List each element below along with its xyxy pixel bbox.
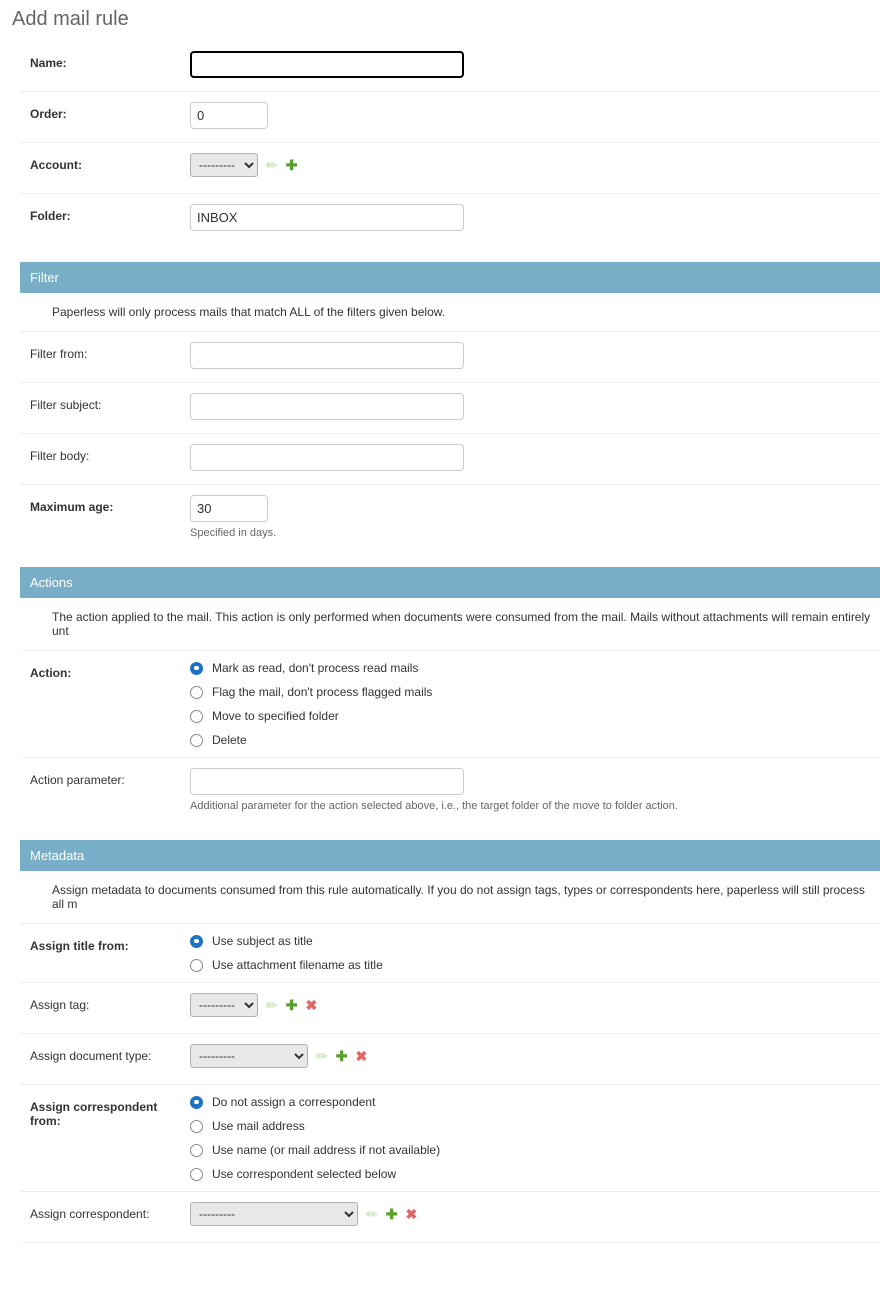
filter-section-description: Paperless will only process mails that match ALL of the filters given below. bbox=[20, 293, 880, 332]
action-option-mark-as-read[interactable] bbox=[190, 661, 880, 675]
edit-icon[interactable]: ✏ bbox=[366, 1206, 378, 1222]
assign-title-option-subject[interactable] bbox=[190, 934, 880, 948]
correspondent-option-none[interactable] bbox=[190, 1095, 880, 1109]
form-row-action-parameter bbox=[20, 758, 880, 822]
maximum-age-label: Maximum age: bbox=[30, 500, 114, 514]
filter-from-input[interactable] bbox=[190, 342, 464, 369]
assign-title-option-filename[interactable] bbox=[190, 958, 880, 972]
delete-icon[interactable]: ✖ bbox=[405, 1206, 418, 1222]
add-icon[interactable]: ✚ bbox=[285, 157, 298, 173]
radio-icon[interactable] bbox=[190, 959, 203, 972]
folder-field-wrap bbox=[188, 204, 880, 231]
edit-icon[interactable]: ✏ bbox=[266, 997, 278, 1013]
correspondent-option-selected-below[interactable] bbox=[190, 1167, 880, 1181]
assign-document-type-select[interactable] bbox=[190, 1044, 308, 1068]
assign-correspondent-field-wrap bbox=[188, 1202, 880, 1226]
order-input[interactable] bbox=[190, 102, 268, 129]
action-option-delete[interactable] bbox=[190, 733, 880, 747]
form-row-assign-document-type bbox=[20, 1034, 880, 1085]
assign-document-type-tools bbox=[316, 1049, 367, 1063]
form-row-assign-tag bbox=[20, 983, 880, 1034]
radio-icon[interactable] bbox=[190, 1096, 203, 1109]
page-title: Add mail rule bbox=[12, 8, 129, 30]
actions-section-header: Actions bbox=[20, 567, 880, 598]
add-icon[interactable]: ✚ bbox=[285, 997, 298, 1013]
filter-section-header: Filter bbox=[20, 262, 880, 293]
action-option-label: Delete bbox=[212, 733, 247, 747]
action-option-label: Flag the mail, don't process flagged mails bbox=[212, 685, 433, 699]
account-select[interactable] bbox=[190, 153, 258, 177]
action-parameter-label: Action parameter: bbox=[30, 773, 125, 787]
name-field-wrap bbox=[188, 51, 880, 78]
filter-subject-input[interactable] bbox=[190, 393, 464, 420]
correspondent-option-label: Use mail address bbox=[212, 1119, 305, 1133]
delete-icon[interactable]: ✖ bbox=[355, 1048, 368, 1064]
name-label: Name: bbox=[30, 56, 67, 70]
delete-icon[interactable]: ✖ bbox=[305, 997, 318, 1013]
action-option-flag-mail[interactable] bbox=[190, 685, 880, 699]
form-row-action bbox=[20, 651, 880, 758]
actions-section-description: The action applied to the mail. This action is only performed when documents were consumed from the mail. Mails without attachments will remain entirely unt bbox=[20, 598, 880, 651]
filter-subject-field-wrap bbox=[188, 393, 880, 420]
assign-tag-tools bbox=[266, 998, 317, 1012]
account-tools bbox=[266, 158, 297, 172]
name-input[interactable] bbox=[190, 51, 464, 78]
radio-icon[interactable] bbox=[190, 662, 203, 675]
form-row-filter-subject bbox=[20, 383, 880, 434]
assign-tag-select[interactable] bbox=[190, 993, 258, 1017]
assign-correspondent-from-options bbox=[188, 1095, 880, 1181]
radio-icon[interactable] bbox=[190, 1144, 203, 1157]
action-option-label: Mark as read, don't process read mails bbox=[212, 661, 419, 675]
action-option-move-to-folder[interactable] bbox=[190, 709, 880, 723]
folder-label: Folder: bbox=[30, 209, 71, 223]
filter-body-field-wrap bbox=[188, 444, 880, 471]
assign-tag-field-wrap bbox=[188, 993, 880, 1017]
assign-title-from-label: Assign title from: bbox=[30, 939, 129, 953]
correspondent-option-mail-address[interactable] bbox=[190, 1119, 880, 1133]
action-parameter-input[interactable] bbox=[190, 768, 464, 795]
radio-icon[interactable] bbox=[190, 935, 203, 948]
filter-body-label: Filter body: bbox=[30, 449, 90, 463]
order-label: Order: bbox=[30, 107, 67, 121]
form-row-assign-title-from bbox=[20, 924, 880, 983]
assign-correspondent-select[interactable] bbox=[190, 1202, 358, 1226]
radio-icon[interactable] bbox=[190, 686, 203, 699]
assign-tag-label: Assign tag: bbox=[30, 998, 90, 1012]
order-field-wrap bbox=[188, 102, 880, 129]
correspondent-option-label: Do not assign a correspondent bbox=[212, 1095, 376, 1109]
filter-from-label: Filter from: bbox=[30, 347, 88, 361]
form-row-maximum-age bbox=[20, 485, 880, 549]
maximum-age-help: Specified in days. bbox=[190, 527, 277, 539]
add-icon[interactable]: ✚ bbox=[385, 1206, 398, 1222]
action-option-label: Move to specified folder bbox=[212, 709, 339, 723]
correspondent-option-name[interactable] bbox=[190, 1143, 880, 1157]
correspondent-option-label: Use correspondent selected below bbox=[212, 1167, 397, 1181]
account-label: Account: bbox=[30, 158, 82, 172]
form-row-name bbox=[20, 41, 880, 92]
filter-from-field-wrap bbox=[188, 342, 880, 369]
radio-icon[interactable] bbox=[190, 710, 203, 723]
assign-document-type-label: Assign document type: bbox=[30, 1049, 152, 1063]
assign-correspondent-from-label: Assign correspondent from: bbox=[30, 1100, 158, 1128]
action-parameter-field-wrap bbox=[188, 768, 880, 812]
filter-body-input[interactable] bbox=[190, 444, 464, 471]
account-field-wrap bbox=[188, 153, 880, 177]
add-icon[interactable]: ✚ bbox=[335, 1048, 348, 1064]
action-options bbox=[188, 661, 880, 747]
assign-document-type-field-wrap bbox=[188, 1044, 880, 1068]
radio-icon[interactable] bbox=[190, 1168, 203, 1181]
edit-icon[interactable]: ✏ bbox=[266, 157, 278, 173]
maximum-age-field-wrap bbox=[188, 495, 880, 539]
assign-title-option-label: Use attachment filename as title bbox=[212, 958, 383, 972]
form-row-folder bbox=[20, 194, 880, 244]
metadata-section-header: Metadata bbox=[20, 840, 880, 871]
form-row-filter-from bbox=[20, 332, 880, 383]
assign-title-from-options bbox=[188, 934, 880, 972]
metadata-section-description: Assign metadata to documents consumed from this rule automatically. If you do not assign tags, types or correspondents here, paperless will still process all m bbox=[20, 871, 880, 924]
assign-correspondent-label: Assign correspondent: bbox=[30, 1207, 150, 1221]
form-row-assign-correspondent-from bbox=[20, 1085, 880, 1192]
edit-icon[interactable]: ✏ bbox=[316, 1048, 328, 1064]
form-row-assign-correspondent bbox=[20, 1192, 880, 1243]
action-label: Action: bbox=[30, 666, 72, 680]
assign-title-option-label: Use subject as title bbox=[212, 934, 313, 948]
form-row-account bbox=[20, 143, 880, 194]
form-row-filter-body bbox=[20, 434, 880, 485]
form-row-order bbox=[20, 92, 880, 143]
assign-correspondent-tools bbox=[366, 1207, 417, 1221]
radio-icon[interactable] bbox=[190, 1120, 203, 1133]
maximum-age-input[interactable] bbox=[190, 495, 268, 522]
correspondent-option-label: Use name (or mail address if not available) bbox=[212, 1143, 441, 1157]
radio-icon[interactable] bbox=[190, 734, 203, 747]
action-parameter-help: Additional parameter for the action selected above, i.e., the target folder of the move to folder action. bbox=[190, 800, 678, 812]
folder-input[interactable] bbox=[190, 204, 464, 231]
filter-subject-label: Filter subject: bbox=[30, 398, 102, 412]
